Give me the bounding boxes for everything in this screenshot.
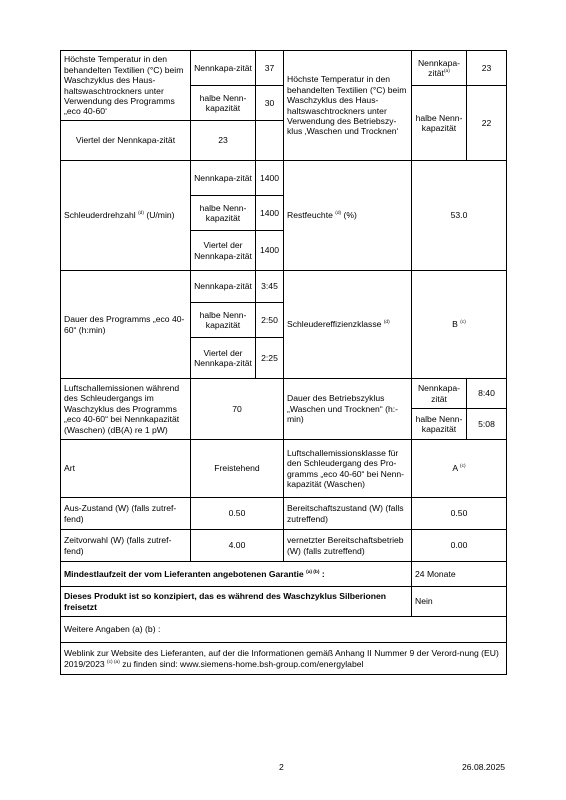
spin-right-label [284,161,412,271]
noise-right-row-value: 8:40 [467,379,507,409]
temp-left-row-label: Viertel der Nennkapa-zität [61,121,191,161]
temp-left-row-label: halbe Nenn-kapazität [191,86,256,121]
type-left-label: Art [61,440,191,498]
duration-left-row-label: Viertel der Nennkapa-zität [191,338,256,379]
guarantee-colon: : [321,568,325,579]
spin-left-unit: (U/min) [146,210,175,221]
temp-right-row-value: 22 [467,86,507,161]
weblink-text-a: Weblink zur Website des Lieferanten, auf der die Informationen gemäß Anhang II Nummer 9 der Verord-nung (EU) 2019/2023 [64,648,499,669]
temp-right-row-sup: (a) [443,69,450,75]
duration-left-row-value: 3:45 [256,271,284,303]
type-right-value [412,440,507,498]
temp-right-row-value: 23 [467,51,507,86]
type-left-value: Freistehend [191,440,284,498]
weblink-info [61,643,507,675]
off-left-label: Aus-Zustand (W) (falls zutref-fend) [61,498,191,530]
noise-right-row-label: Nennkapa-zität [412,379,467,409]
spin-left-row-value: 1400 [256,196,284,231]
guarantee-label [61,562,412,587]
duration-right-value-sup: (c) [460,320,466,326]
spin-left-row-value: 1400 [256,231,284,271]
guarantee-value: 24 Monate [412,562,507,587]
delay-right-label: vernetzter Bereitschaftsbetrieb (W) (falls zutreffend) [284,530,412,562]
temp-left-row-value: 37 [256,51,284,86]
spin-left-label-text: Schleuderdrehzahl [64,210,136,221]
duration-right-label [284,271,412,379]
off-right-label: Bereitschaftszustand (W) (falls zutreffend) [284,498,412,530]
guarantee-label-text: Mindestlaufzeit der vom Lieferanten angebotenen Garantie [64,568,304,579]
additional-info: Weitere Angaben (a) (b) : [61,617,507,643]
noise-right-label: Dauer des Betriebszyklus „Waschen und Trocknen“ (h:-min) [284,379,412,440]
spin-left-row-value: 1400 [256,161,284,196]
noise-right-row-value: 5:08 [467,409,507,440]
delay-left-label: Zeitvorwahl (W) (falls zutref-fend) [61,530,191,562]
duration-left-row-value: 2:50 [256,303,284,338]
noise-right-row-label: halbe Nenn-kapazität [412,409,467,440]
spin-left-row-label: Viertel der Nennkapa-zität [191,231,256,271]
delay-left-value: 4.00 [191,530,284,562]
delay-right-value: 0.00 [412,530,507,562]
off-right-value: 0.50 [412,498,507,530]
spin-left-row-label: Nennkapa-zität [191,161,256,196]
temp-right-label: Höchste Temperatur in den behandelten Textilien (°C) beim Waschzyklus des Haus-haltswaschtrockners unter Verwendung des Betriebszy-klus ‚Waschen und Trocknen‘ [284,51,412,161]
noise-left-label: Luftschallemissionen während des Schleudergangs im Waschzyklus des Programms „eco 40-60“ bei Nennkapazität (Waschen) (dB(A) re 1 pW) [61,379,191,440]
temp-left-row-label: Nennkapa-zität [191,51,256,86]
type-right-label: Luftschallemissionsklasse für den Schleudergang des Pro-gramms „eco 40-60“ bei Nenn-kapazität (Waschen) [284,440,412,498]
duration-left-row-label: halbe Nenn-kapazität [191,303,256,338]
duration-left-row-value: 2:25 [256,338,284,379]
temp-right-row-label: halbe Nenn-kapazität [412,86,467,161]
temp-left-row-value: 23 [191,121,256,161]
energy-data-table [60,50,507,675]
weblink-text-b: zu finden sind: www.siemens-home.bsh-group.com/energylabel [122,658,364,669]
spin-left-label [61,161,191,271]
page-number: 2 [279,762,284,772]
duration-left-row-label: Nennkapa-zität [191,271,256,303]
temp-right-row-label-text: Nennkapa-zität [417,57,461,78]
duration-right-value-text: B [452,319,458,330]
noise-left-value: 70 [191,379,284,440]
spin-right-value: 53.0 [412,161,507,271]
silver-label: Dieses Produkt ist so konzipiert, das es während des Waschzyklus Silberionen freisetzt [61,587,412,617]
spin-right-sup: (d) [335,211,342,217]
spin-right-unit: (%) [343,210,357,221]
duration-right-label-text: Schleudereffizienzklasse [287,319,382,330]
temp-left-row-value: 30 [256,86,284,121]
spin-left-row-label: halbe Nenn-kapazität [191,196,256,231]
silver-value: Nein [412,587,507,617]
duration-right-value [412,271,507,379]
type-right-value-sup: (c) [460,464,466,470]
temp-right-row-label [412,51,467,86]
off-left-value: 0.50 [191,498,284,530]
type-right-value-text: A [452,463,458,474]
spin-left-sup: (d) [138,211,144,217]
spin-right-label-text: Restfeuchte [287,210,333,221]
footer-date: 26.08.2025 [462,762,506,772]
weblink-sup: (c) (a) [107,659,120,665]
duration-right-sup: (d) [383,320,390,326]
guarantee-sup: (a) (b) [306,569,320,575]
temp-left-label: Höchste Temperatur in den behandelten Textilien (°C) beim Waschzyklus des Haus-haltswaschtrockners unter Verwendung des Programms „eco 40-60‘ [61,51,191,121]
duration-left-label: Dauer des Programms „eco 40-60“ (h:min) [61,271,191,379]
